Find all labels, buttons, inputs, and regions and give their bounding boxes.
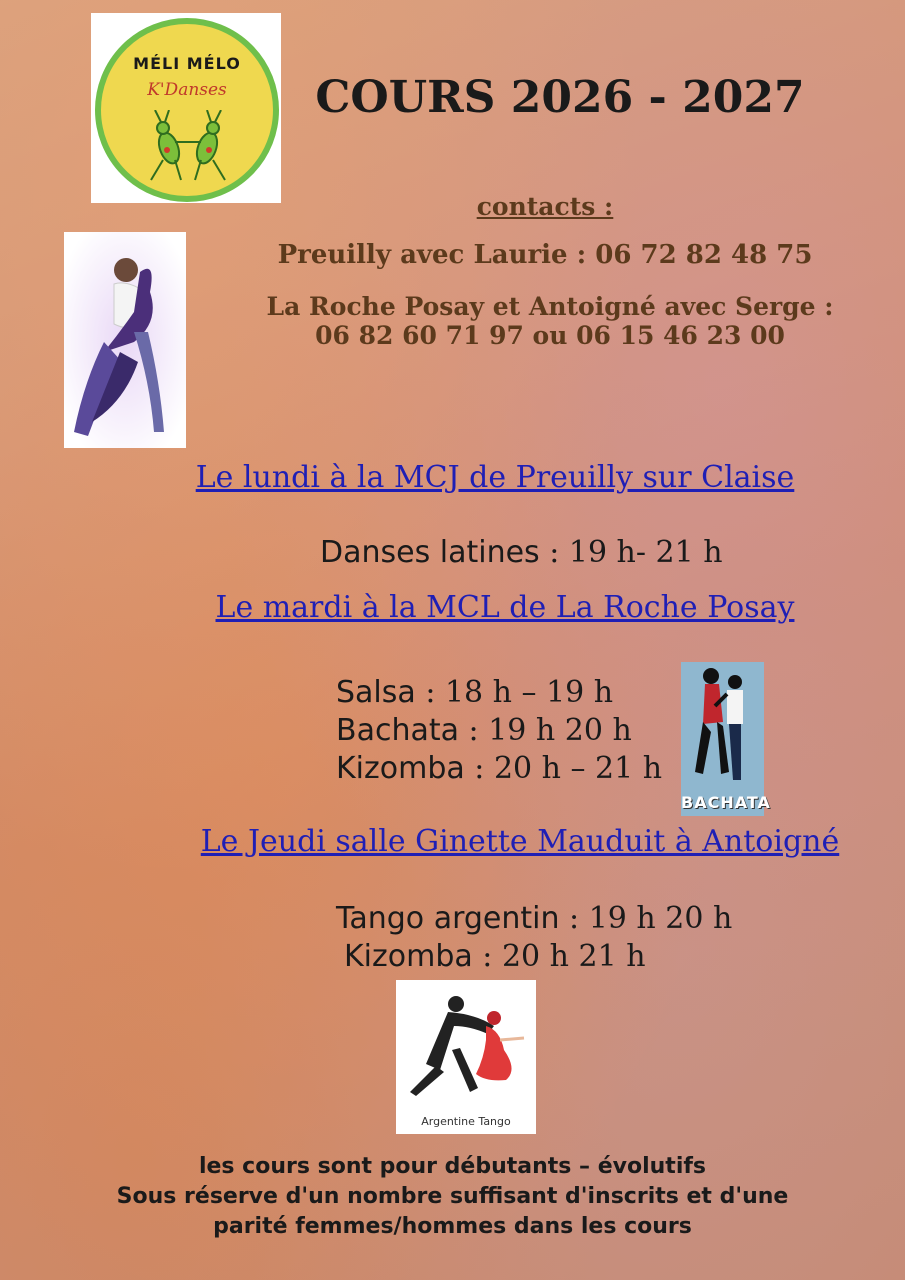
contacts-label: contacts :	[476, 192, 614, 221]
class-name: Salsa	[336, 675, 416, 710]
class-row	[336, 712, 662, 750]
logo-title: MÉLI MÉLO	[133, 54, 241, 73]
class-time: : 19 h 20 h	[559, 901, 733, 936]
footer-line-1: les cours sont pour débutants – évolutifs	[198, 1154, 707, 1179]
club-logo	[91, 13, 281, 203]
schedule-thursday	[336, 900, 732, 976]
class-row	[336, 750, 662, 788]
class-time: : 18 h – 19 h	[415, 675, 614, 710]
class-name: Tango argentin	[336, 901, 560, 936]
tango-caption: Argentine Tango	[421, 1115, 511, 1128]
bachata-image	[681, 662, 771, 816]
section-heading-tuesday[interactable]: Le mardi à la MCL de La Roche Posay	[215, 590, 795, 625]
footer-line-2: Sous réserve d'un nombre suffisant d'inscrits et d'une	[116, 1184, 789, 1209]
schedule-tuesday	[336, 674, 662, 788]
class-row	[336, 900, 732, 938]
class-time: : 20 h – 21 h	[464, 751, 663, 786]
class-name: Bachata	[336, 713, 460, 748]
schedule-monday	[320, 534, 723, 572]
class-time: : 20 h 21 h	[472, 939, 646, 974]
class-row	[336, 938, 732, 976]
class-name: Kizomba	[344, 939, 473, 974]
bachata-caption: BACHATA	[681, 793, 771, 812]
section-heading-monday[interactable]: Le lundi à la MCJ de Preuilly sur Claise	[195, 460, 795, 495]
footer-note	[60, 1152, 845, 1242]
contact-serge-label: La Roche Posay et Antoigné avec Serge :	[266, 292, 834, 321]
grasshoppers-icon	[141, 110, 236, 185]
contact-preuilly: Preuilly avec Laurie : 06 72 82 48 75	[277, 240, 813, 270]
class-name: Danses latines	[320, 535, 540, 570]
tango-image	[396, 980, 536, 1134]
contact-serge	[220, 292, 880, 350]
class-row	[320, 534, 723, 572]
contact-serge-phones: 06 82 60 71 97 ou 06 15 46 23 00	[315, 321, 785, 350]
dancing-couple-image	[64, 232, 186, 448]
class-row	[336, 674, 662, 712]
class-time: : 19 h 20 h	[459, 713, 632, 748]
logo-badge	[95, 18, 279, 202]
class-time: : 19 h- 21 h	[539, 535, 723, 570]
logo-subtitle: K'Danses	[147, 80, 227, 100]
class-name: Kizomba	[336, 751, 465, 786]
page-title: COURS 2026 - 2027	[315, 72, 805, 123]
section-heading-thursday[interactable]: Le Jeudi salle Ginette Mauduit à Antoigné	[200, 824, 840, 859]
footer-line-3: parité femmes/hommes dans les cours	[213, 1214, 692, 1239]
